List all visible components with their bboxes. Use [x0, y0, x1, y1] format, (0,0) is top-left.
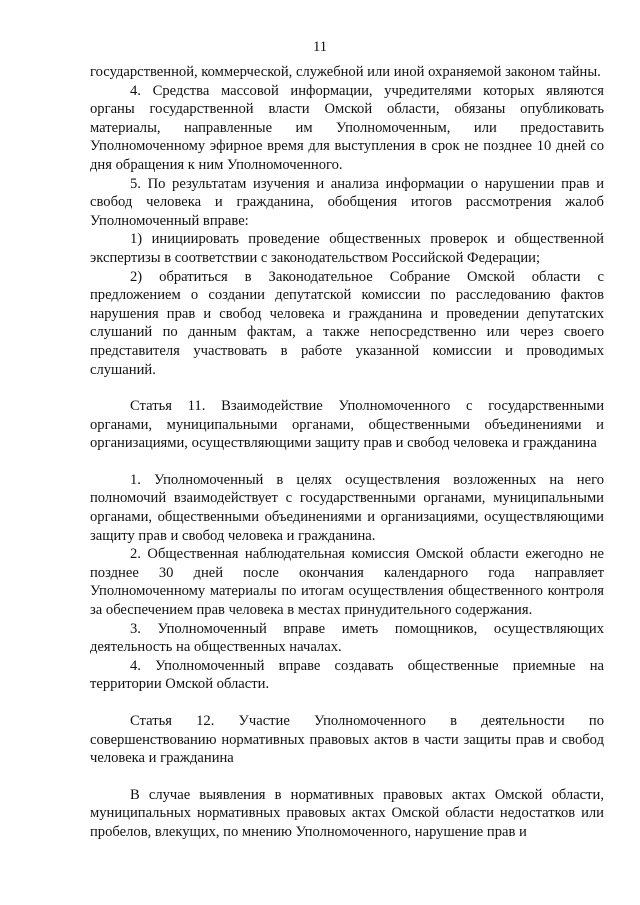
- paragraph: 3. Уполномоченный вправе иметь помощников, осуществляющих деятельность на общественных началах.: [90, 620, 604, 656]
- article-12-heading: Статья 12. Участие Уполномоченного в деятельности по совершенствованию нормативных правовых актов в части защиты прав и свобод человека и гражданина: [90, 713, 604, 767]
- document-body: [90, 63, 604, 842]
- page-number: 11: [312, 39, 328, 55]
- paragraph: 1) инициировать проведение общественных проверок и общественной экспертизы в соответствии с законодательством Российской Федерации;: [90, 231, 604, 266]
- paragraph: государственной, коммерческой, служебной или иной охраняемой законом тайны.: [90, 64, 601, 80]
- paragraph: 2) обратиться в Законодательное Собрание Омской области с предложением о создании депутатской комиссии по расследованию фактов нарушения прав и свобод человека и гражданина и проведении депутатских слушаний по данным фактам, а также непосредственно или через своего представителя участвовать в работе указанной комиссии и проводимых слушаний.: [90, 268, 604, 378]
- article-11-heading: Статья 11. Взаимодействие Уполномоченного с государственными органами, муниципальными органами, общественными объединениями и организациями, осуществляющими защиту прав и свобод человека и гражданина: [90, 398, 604, 452]
- paragraph: 1. Уполномоченный в целях осуществления возложенных на него полномочий взаимодействует с государственными органами, муниципальными органами, общественными объединениями и организациями, осуществляющими защиту прав и свобод человека и гражданина.: [90, 471, 604, 544]
- paragraph: 4. Уполномоченный вправе создавать общественные приемные на территории Омской области.: [90, 657, 604, 693]
- paragraph: В случае выявления в нормативных правовых актах Омской области, муниципальных нормативных правовых актах Омской области недостатков или пробелов, влекущих, по мнению Уполномоченного, нарушение прав и: [90, 786, 604, 840]
- paragraph: 2. Общественная наблюдательная комиссия Омской области ежегодно не позднее 30 дней после окончания календарного года направляет Уполномоченному материалы по итогам осуществления общественного контроля за обеспечением прав человека в местах принудительного содержания.: [90, 546, 604, 619]
- paragraph: 5. По результатам изучения и анализа информации о нарушении прав и свобод человека и гражданина, обобщения итогов рассмотрения жалоб Уполномоченный вправе:: [90, 175, 604, 229]
- paragraph: 4. Средства массовой информации, учредителями которых являются органы государственной власти Омской области, обязаны опубликовать материалы, направленные им Уполномоченным, или предоставить Уполномоченному эфирное время для выступления в срок не позднее 10 дней со дня обращения к ним Уполномоченного.: [90, 82, 604, 173]
